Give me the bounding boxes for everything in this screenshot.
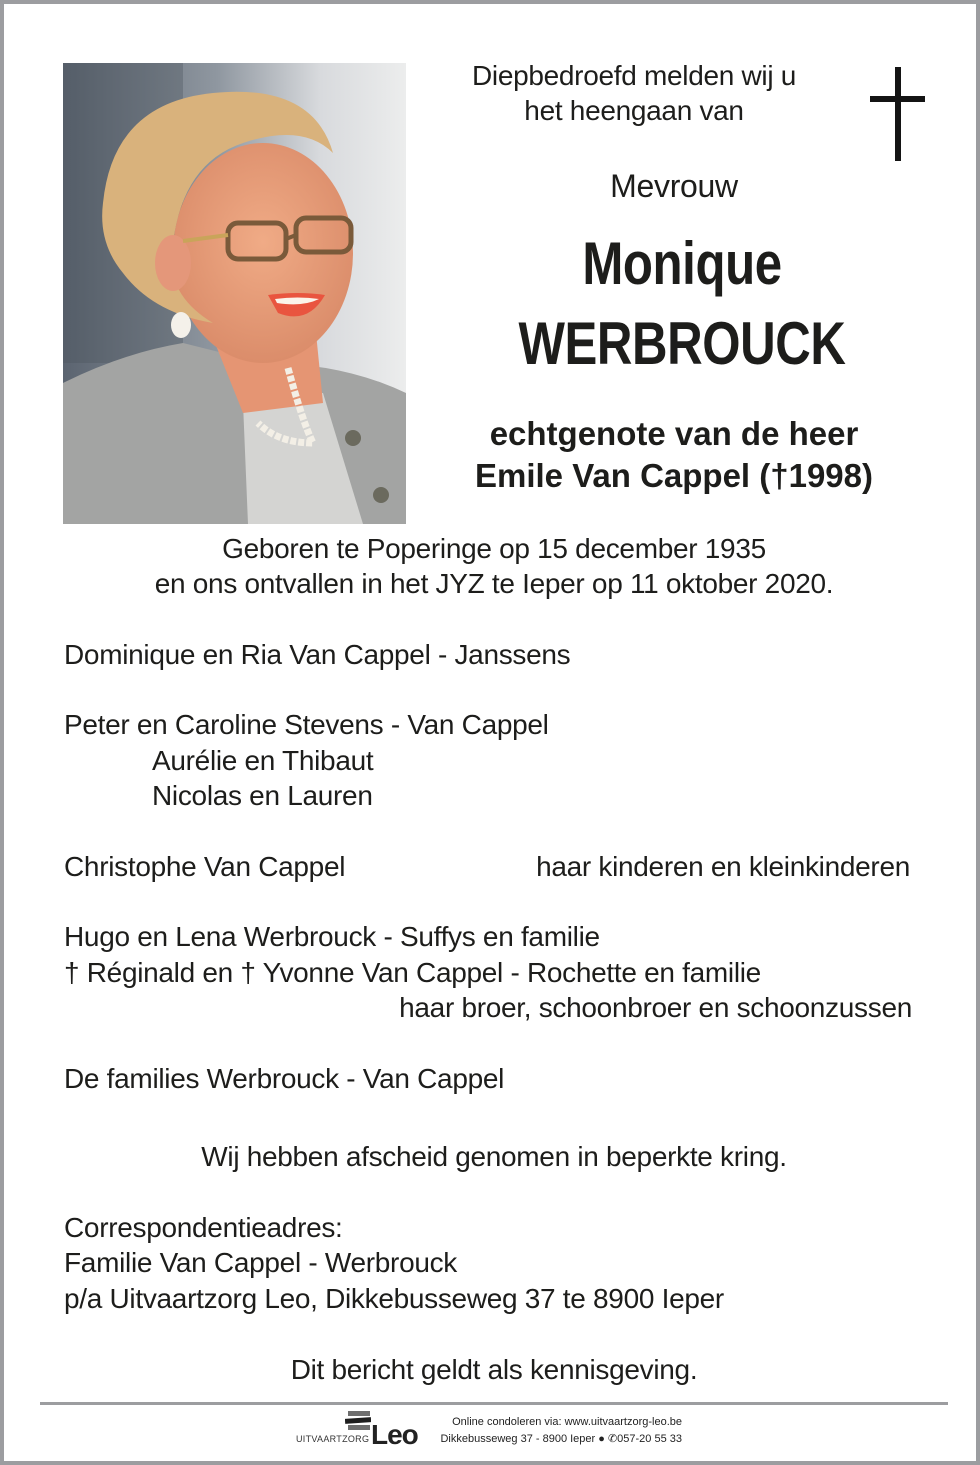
siblings-label: haar broer, schoonbroer en schoonzussen: [399, 992, 912, 1023]
sibling-1: Hugo en Lena Werbrouck - Suffys en familie: [64, 921, 600, 952]
sibling-2: † Réginald en † Yvonne Van Cappel - Rochette en familie: [64, 957, 761, 988]
logo-small-text: UITVAARTZORG: [296, 1434, 370, 1444]
last-name-text: WERBROUCK: [518, 310, 846, 377]
online-condolences[interactable]: Online condoleren via: www.uitvaartzorg-leo.be: [452, 1416, 682, 1428]
portrait-photo: [63, 63, 406, 524]
correspondence-label: Correspondentieadres:: [64, 1212, 343, 1243]
child-1: Dominique en Ria Van Cappel - Janssens: [64, 639, 571, 670]
first-name-text: Monique: [582, 230, 782, 297]
announcement-line-2: het heengaan van: [524, 95, 744, 126]
announcement-line-1: Diepbedroefd melden wij u: [471, 60, 797, 91]
families-line: De families Werbrouck - Van Cappel: [64, 1063, 505, 1094]
birth-line: Geboren te Poperinge op 15 december 1935: [222, 533, 766, 564]
logo-big-text: Leo: [371, 1419, 418, 1450]
spouse-line-2: Emile Van Cappel (†1998): [474, 457, 873, 494]
children-label: haar kinderen en kleinkinderen: [536, 851, 910, 882]
logo-bars-icon: [345, 1411, 371, 1431]
grandchildren-2: Nicolas en Lauren: [152, 780, 373, 811]
portrait-image: [63, 63, 406, 524]
child-2: Peter en Caroline Stevens - Van Cappel: [64, 709, 549, 740]
deceased-first-name: [432, 230, 932, 297]
farewell-line: Wij hebben afscheid genomen in beperkte kring.: [201, 1141, 787, 1172]
address-phone: Dikkebusseweg 37 - 8900 Ieper ● ✆057-20 55 33: [440, 1433, 682, 1445]
notice-line: Dit bericht geldt als kennisgeving.: [290, 1354, 698, 1385]
footer-divider: [40, 1402, 948, 1405]
funeral-home-logo: [296, 1409, 426, 1449]
death-line: en ons ontvallen in het JYZ te Ieper op 11 oktober 2020.: [154, 568, 834, 599]
correspondence-line-2: p/a Uitvaartzorg Leo, Dikkebusseweg 37 te 8900 Ieper: [64, 1283, 724, 1314]
salutation: Mevrouw: [610, 168, 738, 204]
cross-vertical-bar: [895, 67, 901, 161]
child-3: Christophe Van Cappel: [64, 851, 346, 882]
grandchildren-1: Aurélie en Thibaut: [152, 745, 374, 776]
deceased-last-name: [432, 310, 932, 377]
correspondence-line-1: Familie Van Cappel - Werbrouck: [64, 1247, 458, 1278]
spouse-line-1: echtgenote van de heer: [489, 415, 859, 452]
